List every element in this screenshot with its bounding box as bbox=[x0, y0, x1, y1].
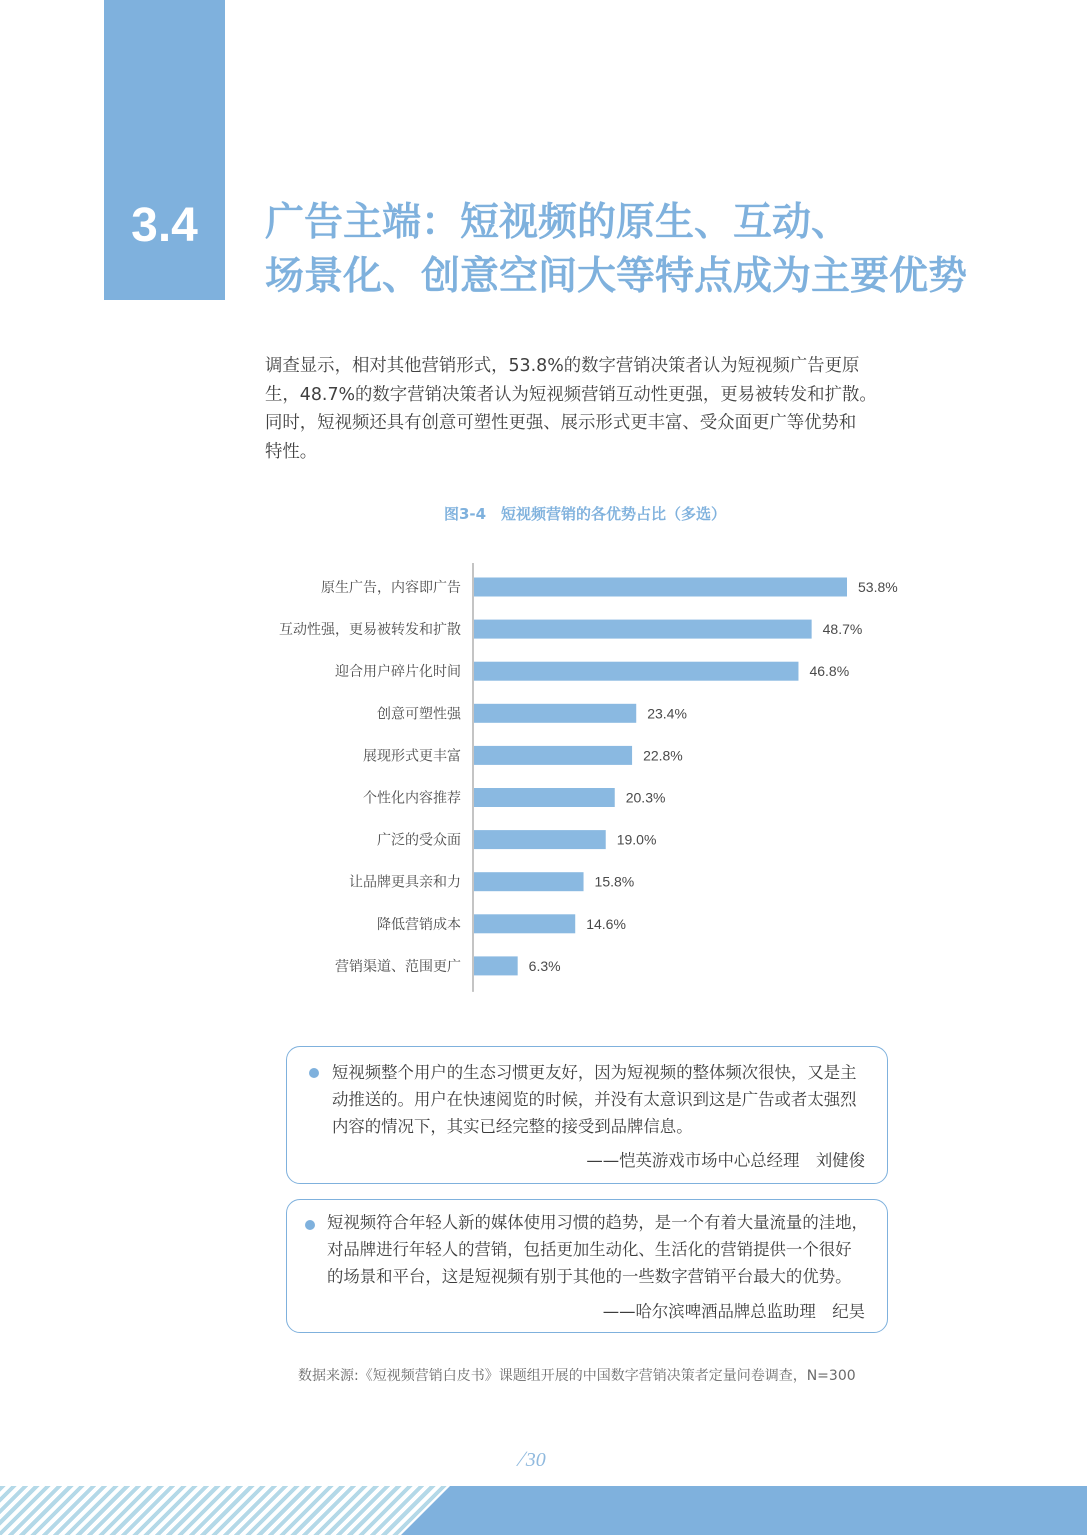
bullet-dot-icon bbox=[309, 1068, 319, 1078]
category-label: 个性化内容推荐 bbox=[363, 790, 461, 807]
section-number: 3.4 bbox=[131, 199, 198, 252]
category-label: 展现形式更丰富 bbox=[363, 748, 461, 765]
category-label: 营销渠道、范围更广 bbox=[335, 958, 461, 975]
value-label: 22.8% bbox=[643, 747, 683, 764]
page-number-value: 30 bbox=[525, 1449, 546, 1471]
intro-line: 特性。 bbox=[265, 441, 318, 462]
quote-attribution: ——恺英游戏市场中心总经理 刘健俊 bbox=[586, 1151, 865, 1170]
category-label: 迎合用户碎片化时间 bbox=[335, 664, 461, 681]
quote-line: 对品牌进行年轻人的营销，包括更加生动化、生活化的营销提供一个很好 bbox=[327, 1240, 852, 1259]
value-label: 20.3% bbox=[625, 789, 666, 806]
value-label: 19.0% bbox=[616, 831, 657, 848]
bar bbox=[474, 788, 615, 807]
section-heading bbox=[265, 196, 1065, 304]
quote-box-2 bbox=[286, 1199, 888, 1333]
heading-line: 场景化、创意空间大等特点成为主要优势 bbox=[265, 254, 968, 299]
intro-line: 同时，短视频还具有创意可塑性更强、展示形式更丰富、受众面更广等优势和 bbox=[265, 413, 857, 433]
value-label: 6.3% bbox=[528, 957, 561, 974]
bar bbox=[474, 620, 812, 639]
category-label: 广泛的受众面 bbox=[377, 832, 461, 849]
bar bbox=[474, 578, 847, 597]
intro-paragraph bbox=[265, 352, 915, 466]
quote-box-1 bbox=[286, 1046, 888, 1184]
bullet-dot-icon bbox=[305, 1220, 315, 1230]
bar bbox=[474, 704, 636, 723]
intro-line: 生，48.7%的数字营销决策者认为短视频营销互动性更强，更易被转发和扩散。 bbox=[265, 384, 877, 405]
category-label: 创意可塑性强 bbox=[377, 706, 461, 723]
value-label: 23.4% bbox=[647, 705, 687, 722]
page-number bbox=[520, 1446, 546, 1472]
quote-line: 动推送的。用户在快速阅览的时候，并没有太意识到这是广告或者太强烈 bbox=[332, 1090, 857, 1109]
quote-text bbox=[332, 1059, 857, 1140]
bar-chart bbox=[0, 555, 1087, 1005]
quote-line: 内容的情况下，其实已经完整的接受到品牌信息。 bbox=[332, 1117, 693, 1136]
quote-line: 短视频符合年轻人新的媒体使用习惯的趋势，是一个有着大量流量的洼地， bbox=[327, 1213, 868, 1232]
quote-line: 短视频整个用户的生态习惯更友好，因为短视频的整体频次很快，又是主 bbox=[332, 1063, 857, 1082]
slash-icon: ∕ bbox=[520, 1446, 524, 1471]
category-label: 互动性强，更易被转发和扩散 bbox=[279, 622, 461, 639]
footer-stripe-pattern bbox=[0, 1486, 450, 1535]
quote-attribution: ——哈尔滨啤酒品牌总监助理 纪昊 bbox=[602, 1302, 865, 1321]
value-label: 48.7% bbox=[822, 621, 863, 638]
quote-text bbox=[327, 1209, 868, 1290]
value-label: 14.6% bbox=[586, 915, 626, 932]
intro-line: 调查显示，相对其他营销形式，53.8%的数字营销决策者认为短视频广告更原 bbox=[265, 356, 860, 376]
bar bbox=[474, 872, 584, 891]
category-label: 让品牌更具亲和力 bbox=[349, 874, 461, 891]
bar bbox=[474, 956, 518, 975]
bar bbox=[474, 914, 575, 933]
chart-title: 图3-4 短视频营销的各优势占比（多选） bbox=[443, 505, 727, 523]
heading-line: 广告主端：短视频的原生、互动、 bbox=[265, 200, 851, 245]
value-label: 15.8% bbox=[594, 873, 635, 890]
category-label: 原生广告，内容即广告 bbox=[321, 580, 461, 596]
bar bbox=[474, 830, 606, 849]
data-source-note: 数据来源:《短视频营销白皮书》课题组开展的中国数字营销决策者定量问卷调查，N=300 bbox=[298, 1368, 856, 1384]
bar bbox=[474, 662, 798, 681]
value-label: 53.8% bbox=[858, 579, 898, 595]
quote-line: 的场景和平台，这是短视频有别于其他的一些数字营销平台最大的优势。 bbox=[327, 1267, 852, 1286]
value-label: 46.8% bbox=[809, 663, 850, 680]
bar bbox=[474, 746, 632, 765]
category-label: 降低营销成本 bbox=[377, 916, 461, 933]
